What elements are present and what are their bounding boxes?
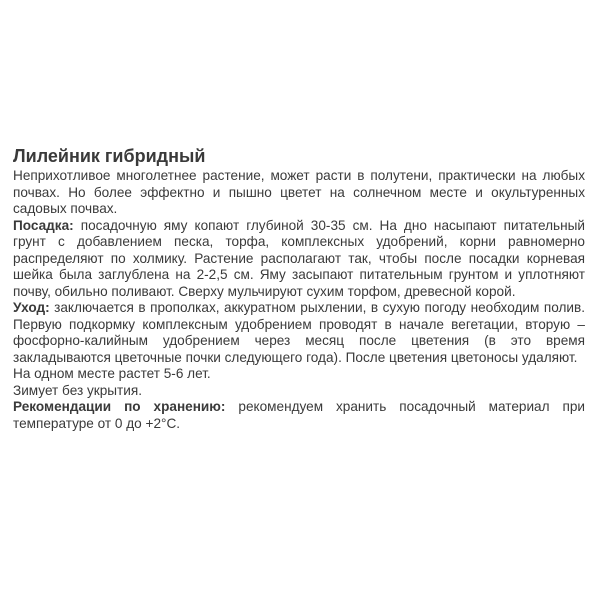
lifespan-paragraph: На одном месте растет 5-6 лет. bbox=[13, 366, 211, 381]
care-label: Уход: bbox=[13, 300, 50, 315]
document-title: Лилейник гибридный bbox=[13, 146, 206, 166]
planting-label: Посадка: bbox=[13, 217, 74, 233]
planting-paragraph bbox=[13, 218, 585, 301]
care-text: заключается в прополках, аккуратном рыхлении, в сухую погоду необходим полив. Первую подкормку комплексным удобрением проводят в начале вегетации, вторую – фосфорно-калийным удобрением через месяц после цветения (в это время закладываются цветочные почки следующего года). После цветения цветоносы удаляют. bbox=[13, 300, 585, 365]
intro-paragraph: Неприхотливое многолетнее растение, может расти в полутени, практически на любых почвах. Но более эффектно и пышно цветет на солнечном месте и окультуренных садовых почвах. bbox=[13, 168, 585, 216]
storage-paragraph bbox=[13, 399, 585, 432]
description-text-block bbox=[13, 146, 585, 432]
storage-label: Рекомендации по хранению: bbox=[13, 399, 226, 414]
planting-text: посадочную яму копают глубиной 30-35 см. На дно насыпают питательный грунт с добавлением песка, торфа, комплексных удобрений, корни равномерно распределяют по холмику. Растение располагают так, чтобы после посадки корневая шейка была заглублена на 2-2,5 см. Яму засыпают питательным грунтом и уплотняют почву, обильно поливают. Сверху мульчируют сухим торфом, древесной корой. bbox=[13, 217, 585, 299]
care-paragraph bbox=[13, 300, 585, 366]
winter-paragraph: Зимует без укрытия. bbox=[13, 382, 142, 398]
storage-text: рекомендуем хранить посадочный материал при температуре от 0 до +2°С. bbox=[13, 399, 585, 431]
